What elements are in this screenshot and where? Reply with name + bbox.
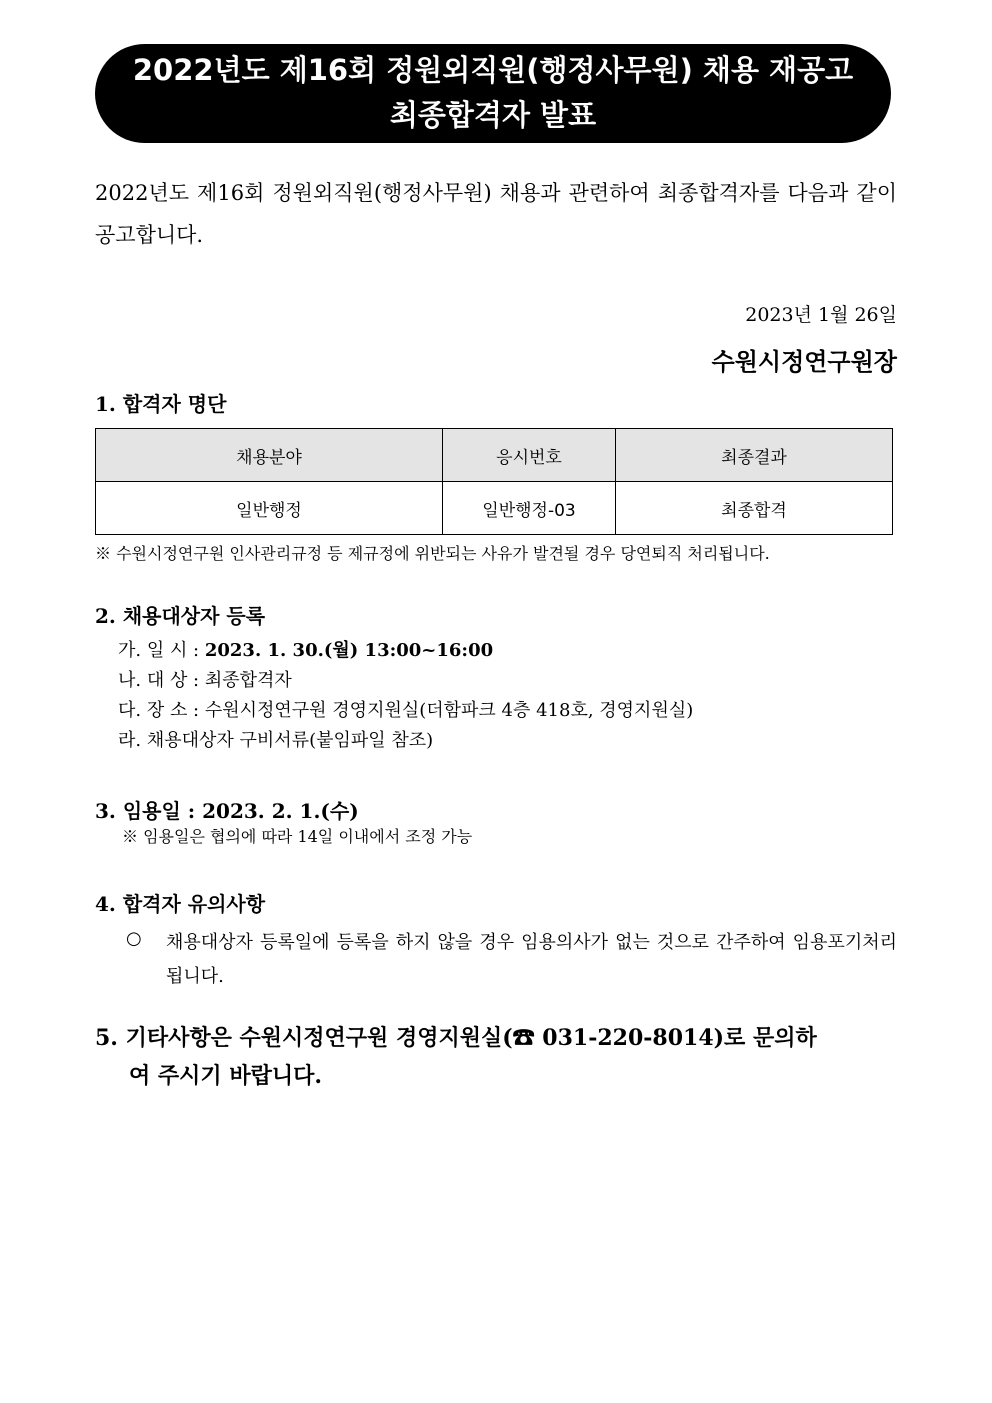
section-3-note: ※ 임용일은 협의에 따라 14일 이내에서 조정 가능 bbox=[122, 827, 473, 846]
section-5-line-2: 여 주시기 바랍니다. bbox=[129, 1063, 322, 1089]
announcement-date: 2023년 1월 26일 bbox=[745, 304, 897, 326]
item-value: 2023. 1. 30.(월) 13:00~16:00 bbox=[204, 640, 494, 661]
item-label: 나. 대 상 : bbox=[118, 670, 200, 691]
item-value: 수원시정연구원 경영지원실(더함파크 4층 418호, 경영지원실) bbox=[204, 700, 694, 721]
title-banner bbox=[95, 44, 891, 143]
list-item bbox=[118, 696, 693, 722]
section-4-heading: 4. 합격자 유의사항 bbox=[95, 892, 266, 916]
item-label: 가. 일 시 : bbox=[118, 640, 200, 661]
section-5-line-1: 5. 기타사항은 수원시정연구원 경영지원실(☎ 031-220-8014)로 문의하 bbox=[95, 1025, 817, 1051]
title-line-1: 2022년도 제16회 정원외직원(행정사무원) 채용 재공고 bbox=[132, 53, 854, 87]
section-1-note: ※ 수원시정연구원 인사관리규정 등 제규정에 위반되는 사유가 발견될 경우 당연퇴직 처리됩니다. bbox=[95, 544, 770, 563]
table-cell-result: 최종합격 bbox=[616, 482, 893, 535]
table-cell-field: 일반행정 bbox=[96, 482, 443, 535]
item-value: 채용대상자 구비서류(붙임파일 참조) bbox=[146, 730, 434, 751]
section-2-heading: 2. 채용대상자 등록 bbox=[95, 604, 266, 628]
table-header-result: 최종결과 bbox=[616, 429, 893, 482]
issuer-name: 수원시정연구원장 bbox=[711, 347, 897, 376]
table-header-number: 응시번호 bbox=[443, 429, 616, 482]
list-item bbox=[118, 666, 292, 692]
list-item bbox=[118, 636, 493, 662]
table-row bbox=[96, 482, 893, 535]
circle-bullet-icon: ○ bbox=[126, 928, 142, 949]
table-header-field: 채용분야 bbox=[96, 429, 443, 482]
item-label: 다. 장 소 : bbox=[118, 700, 200, 721]
result-table bbox=[95, 428, 893, 535]
section-1-heading: 1. 합격자 명단 bbox=[95, 392, 227, 416]
intro-paragraph: 2022년도 제16회 정원외직원(행정사무원) 채용과 관련하여 최종합격자를 다음과 같이 공고합니다. bbox=[95, 181, 897, 247]
list-item bbox=[118, 726, 433, 752]
section-4-text: 채용대상자 등록일에 등록을 하지 않을 경우 임용의사가 없는 것으로 간주하여 임용포기처리 됩니다. bbox=[166, 932, 897, 987]
title-line-2: 최종합격자 발표 bbox=[389, 98, 597, 132]
table-cell-number: 일반행정-03 bbox=[443, 482, 616, 535]
section-5-paragraph bbox=[95, 1019, 897, 1095]
item-label: 라. bbox=[118, 730, 142, 751]
item-value: 최종합격자 bbox=[204, 670, 292, 691]
section-3-heading: 3. 임용일 : 2023. 2. 1.(수) bbox=[95, 799, 359, 823]
table-header-row bbox=[96, 429, 893, 482]
